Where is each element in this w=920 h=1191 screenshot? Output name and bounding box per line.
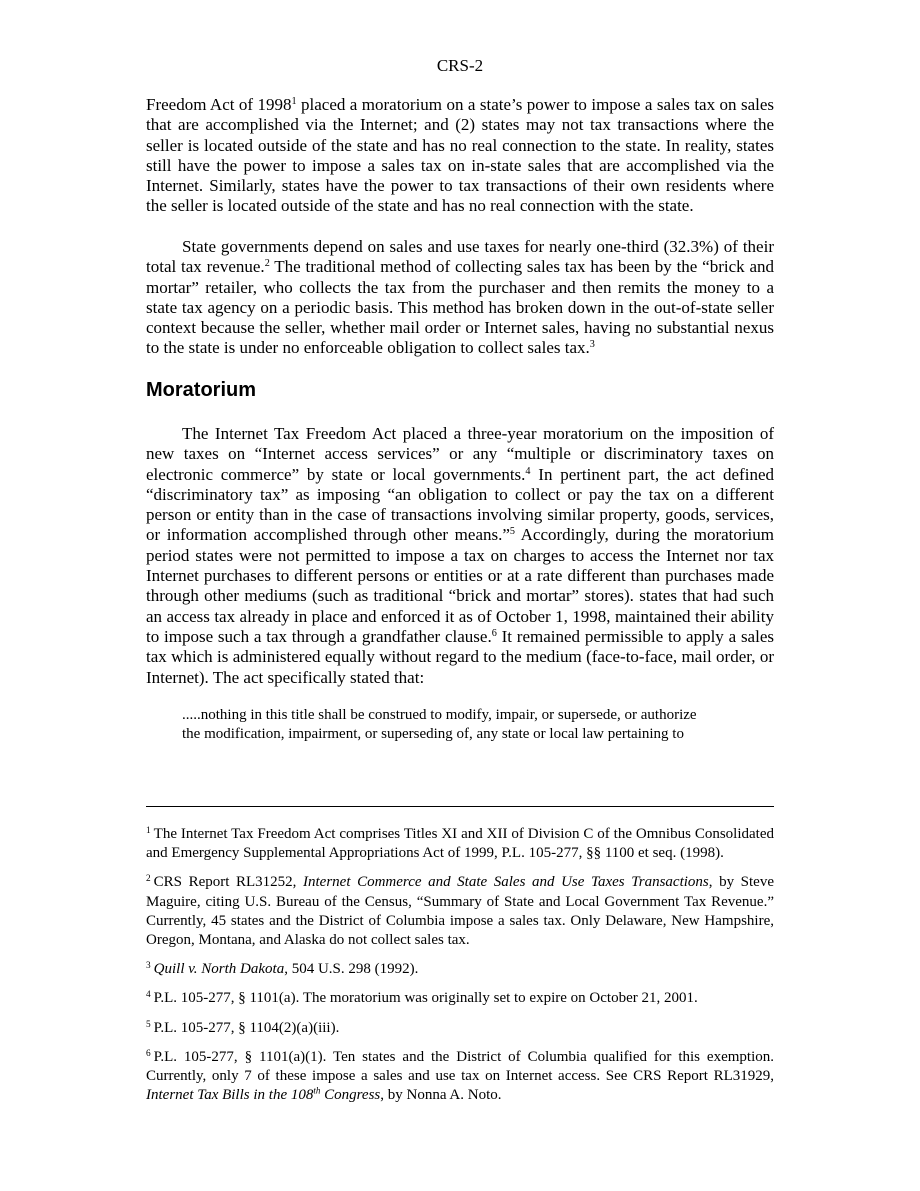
footnote-number: 5	[146, 1019, 151, 1030]
report-title: Congress	[320, 1087, 381, 1104]
quote-line: the modification, impairment, or superseding of, any state or local law pertaining to	[182, 726, 684, 742]
page-header: CRS-2	[436, 56, 484, 75]
paragraph-text: The Internet Tax Freedom Act placed a three-year moratorium on the imposition of new taxes on “Internet access services” or any “multiple or discriminatory taxes on electronic commerce” by state or local governments.	[146, 424, 774, 484]
paragraph-text: Accordingly, during the moratorium period states were not permitted to impose a tax on charges to access the Internet nor tax Internet purchases to different persons or entities or at a rate different than purchases made through other mediums (such as traditional “brick and mortar” stores). states that had such an access tax already in place and enforced it as of October 1, 1998, maintained their ability to impose such a tax through a grandfather clause.	[146, 525, 774, 646]
footnote-number: 6	[146, 1048, 151, 1059]
footnote-text: P.L. 105-277, § 1101(a). The moratorium was originally set to expire on October 21, 2001.	[153, 990, 698, 1007]
body-paragraph-2	[146, 237, 774, 359]
footnote-ref-2[interactable]: 2	[264, 258, 270, 270]
footnote-text: , by Nonna A. Noto.	[380, 1087, 502, 1104]
footnote-text: P.L. 105-277, § 1104(2)(a)(iii).	[153, 1019, 340, 1036]
paragraph-text: placed a moratorium on a state’s power to impose a sales tax on sales that are accomplished via the Internet; and (2) states may not tax transactions where the seller is located outside of the state and has no real connection to the state. In reality, states still have the power to impose a sales tax on in-state sales that are accomplished via the Internet. Similarly, states have the power to tax transactions of their own residents where the seller is located outside of the state and has no real connection with the state.	[146, 95, 774, 216]
footnote-4	[146, 989, 774, 1008]
footnote-6	[146, 1048, 774, 1106]
section-heading: Moratorium	[146, 379, 256, 401]
footnote-text: P.L. 105-277, § 1101(a)(1). Ten states and the District of Columbia qualified for this exemption. Currently, only 7 of these impose a sales and use tax on Internet access. See CRS Report RL31929,	[146, 1048, 774, 1085]
block-quote	[182, 706, 742, 744]
paragraph-text: It remained permissible to apply a sales tax which is administered equally without regard to the medium (face-to-face, mail order, or Internet). The act specifically stated that:	[146, 626, 774, 687]
case-name: Quill v. North Dakota	[153, 961, 285, 978]
footnote-ref-4[interactable]: 4	[525, 465, 531, 477]
footnote-ref-5[interactable]: 5	[509, 526, 515, 538]
report-title: Internet Commerce and State Sales and Use Taxes Transactions	[303, 874, 709, 891]
paragraph-text: Freedom Act of 1998	[146, 95, 292, 114]
ordinal-suffix: th	[313, 1085, 321, 1096]
footnote-number: 2	[146, 874, 151, 885]
footnote-text: , by Steve Maguire, citing U.S. Bureau of the Census, “Summary of State and Local Government Tax Revenue.” Currently, 45 states and the District of Columbia impose a sales tax. Only Delaware, New Hampshire, Oregon, Montana, and Alaska do not collect sales tax.	[146, 874, 774, 949]
report-title: Internet Tax Bills in the 108	[146, 1087, 314, 1104]
footnote-text: , 504 U.S. 298 (1992).	[284, 961, 419, 978]
paragraph-text: The traditional method of collecting sales tax has been by the “brick and mortar” retailer, who collects the tax from the purchaser and then remits the money to a state tax agency on a periodic basis. This method has broken down in the out-of-state seller context because the seller, whether mail order or Internet sales, having no substantial nexus to the state is under no enforceable obligation to collect sales tax.	[146, 257, 775, 358]
footnote-text: The Internet Tax Freedom Act comprises Titles XI and XII of Division C of the Omnibus Consolidated and Emergency Supplemental Appropriations Act of 1999, P.L. 105-277, §§ 1100 et seq. (1998).	[146, 826, 774, 862]
footnote-ref-1[interactable]: 1	[291, 95, 297, 107]
footnote-ref-6[interactable]: 6	[491, 627, 497, 639]
footnote-ref-3[interactable]: 3	[589, 339, 595, 351]
body-paragraph-1	[146, 95, 774, 217]
footnote-3	[146, 960, 774, 979]
footnote-text: CRS Report RL31252,	[153, 874, 304, 891]
quote-line: .....nothing in this title shall be construed to modify, impair, or supersede, or authorize	[182, 707, 697, 723]
body-paragraph-3	[146, 424, 774, 688]
footnotes	[146, 825, 774, 1115]
footnote-divider	[146, 806, 774, 807]
paragraph-text: State governments depend on sales and use taxes for nearly one-third (32.3%) of their total tax revenue.	[146, 237, 774, 277]
footnote-2	[146, 873, 774, 950]
footnote-number: 3	[146, 961, 151, 972]
footnote-1	[146, 825, 774, 863]
footnote-number: 1	[146, 825, 151, 836]
footnote-5	[146, 1019, 774, 1038]
footnote-number: 4	[146, 990, 151, 1001]
paragraph-text: In pertinent part, the act defined “discriminatory tax” as imposing “an obligation to collect or pay the tax on a different person or entity than in the case of transactions involving similar property, goods, services, or information accomplished through other means.”	[146, 464, 774, 545]
